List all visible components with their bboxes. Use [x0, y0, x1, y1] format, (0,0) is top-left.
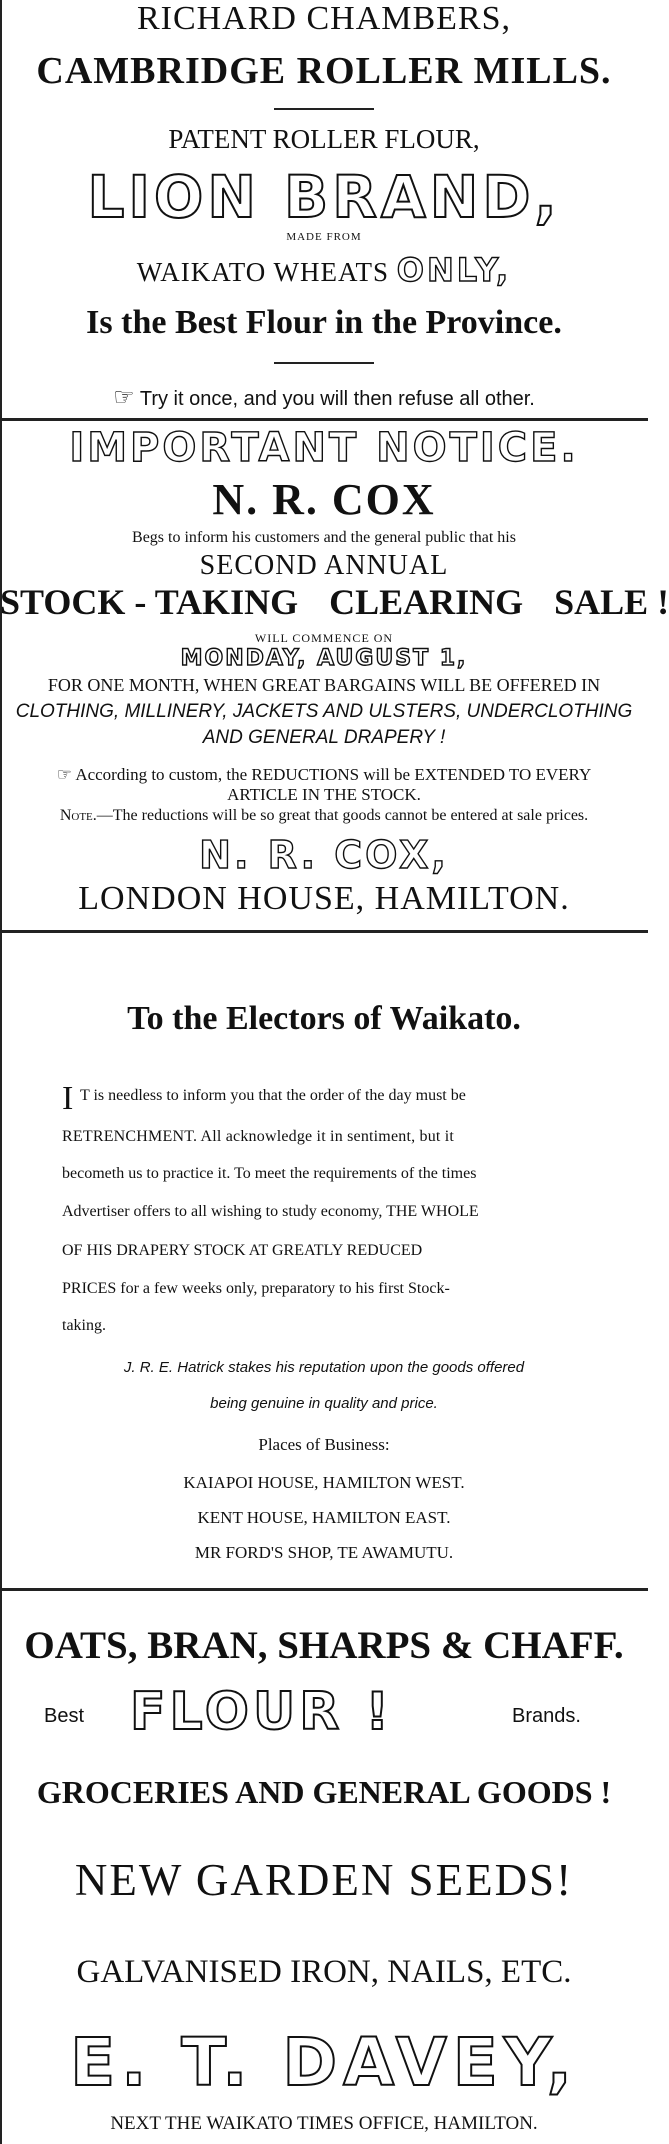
chambers-wheats: WAIKATO WHEATS: [136, 257, 390, 287]
davey-name: E. T. DAVEY,: [70, 2024, 578, 2101]
chambers-made-from: MADE FROM: [286, 231, 362, 243]
electors-places-label: Places of Business:: [258, 1435, 390, 1454]
cox-name: N. R. COX: [212, 475, 436, 524]
electors-heading: To the Electors of Waikato.: [127, 1000, 521, 1037]
chambers-best: Is the Best Flour in the Province.: [86, 304, 562, 341]
cox-second: SECOND ANNUAL: [199, 550, 449, 581]
cox-begs: Begs to inform his customers and the general public that his: [132, 529, 516, 546]
electors-line-4: Advertiser offers to all wishing to study economy, THE WHOLE: [62, 1203, 479, 1220]
davey-groceries: GROCERIES AND GENERAL GOODS !: [36, 1774, 612, 1810]
cox-clothing: CLOTHING, MILLINERY, JACKETS AND ULSTERS, UNDERCLOTHING: [15, 701, 633, 722]
divider: [0, 418, 648, 421]
chambers-try-line: [0, 386, 648, 410]
cox-note: —The reductions will be so great that goods cannot be entered at sale prices.: [96, 807, 589, 824]
davey-flour: FLOUR !: [130, 1682, 394, 1742]
electors-line-3: becometh us to practice it. To meet the requirements of the times: [62, 1165, 477, 1182]
cox-name-sig: N. R. COX,: [199, 833, 449, 877]
electors-place-1: KAIAPOI HOUSE, HAMILTON WEST.: [183, 1473, 465, 1492]
cox-custom-2: ARTICLE IN THE STOCK.: [227, 785, 421, 804]
divider: [274, 362, 374, 364]
divider: [0, 1588, 648, 1591]
cox-date: MONDAY, AUGUST 1,: [180, 646, 468, 671]
davey-best: Best: [44, 1705, 85, 1727]
chambers-brand: LION BRAND,: [87, 163, 561, 231]
cox-note-label: Note.: [59, 807, 97, 824]
electors-line-7: taking.: [62, 1317, 106, 1334]
davey-seeds: NEW GARDEN SEEDS!: [74, 1855, 574, 1905]
chambers-mills: CAMBRIDGE ROLLER MILLS.: [36, 50, 612, 92]
cox-stock: STOCK - TAKING: [0, 582, 299, 622]
electors-dropcap: I: [62, 1080, 74, 1117]
cox-clearing: CLEARING: [329, 582, 524, 622]
pointing-hand-icon: ☞: [113, 384, 135, 411]
cox-commence: WILL COMMENCE ON: [254, 631, 394, 645]
electors-stake-1: J. R. E. Hatrick stakes his reputation upon the goods offered: [123, 1359, 525, 1376]
electors-line-1: I T is needless to inform you that the order of the day must be: [62, 1080, 466, 1117]
chambers-patent: PATENT ROLLER FLOUR,: [168, 124, 480, 154]
chambers-try: Try it once, and you will then refuse all other.: [139, 388, 535, 410]
cox-sale: SALE !: [554, 582, 669, 622]
electors-line-5: OF HIS DRAPERY STOCK AT GREATLY REDUCED: [62, 1242, 423, 1259]
davey-brands: Brands.: [512, 1705, 581, 1727]
davey-oats: OATS, BRAN, SHARPS & CHAFF.: [24, 1624, 624, 1667]
cox-custom-1: According to custom, the REDUCTIONS will be EXTENDED TO EVERY: [75, 765, 592, 784]
cox-custom-line: [0, 766, 648, 783]
divider: [274, 108, 374, 110]
pointing-hand-icon: ☞: [56, 765, 72, 784]
electors-stake-2: being genuine in quality and price.: [210, 1395, 438, 1412]
cox-sale-line: [0, 582, 669, 622]
cox-notice: IMPORTANT NOTICE.: [69, 425, 579, 471]
electors-place-3: MR FORD'S SHOP, TE AWAMUTU.: [194, 1543, 454, 1562]
cox-month: FOR ONE MONTH, WHEN GREAT BARGAINS WILL BE OFFERED IN: [47, 675, 601, 695]
cox-note-line: [0, 808, 648, 824]
chambers-only: ONLY,: [396, 251, 512, 289]
cox-drapery: AND GENERAL DRAPERY !: [202, 727, 446, 748]
davey-address: NEXT THE WAIKATO TIMES OFFICE, HAMILTON.: [110, 2113, 538, 2134]
electors-place-2: KENT HOUSE, HAMILTON EAST.: [197, 1508, 451, 1527]
chambers-wheats-line: [0, 251, 648, 289]
electors-line-6: PRICES for a few weeks only, preparatory to his first Stock-: [62, 1280, 450, 1297]
divider: [0, 930, 648, 933]
davey-flour-line: [0, 1682, 648, 1742]
electors-line-2: RETRENCHMENT. All acknowledge it in sentiment, but it: [62, 1128, 455, 1145]
chambers-name: RICHARD CHAMBERS,: [136, 0, 512, 37]
cox-house: LONDON HOUSE, HAMILTON.: [78, 880, 570, 917]
davey-iron: GALVANISED IRON, NAILS, ETC.: [76, 1954, 572, 1990]
